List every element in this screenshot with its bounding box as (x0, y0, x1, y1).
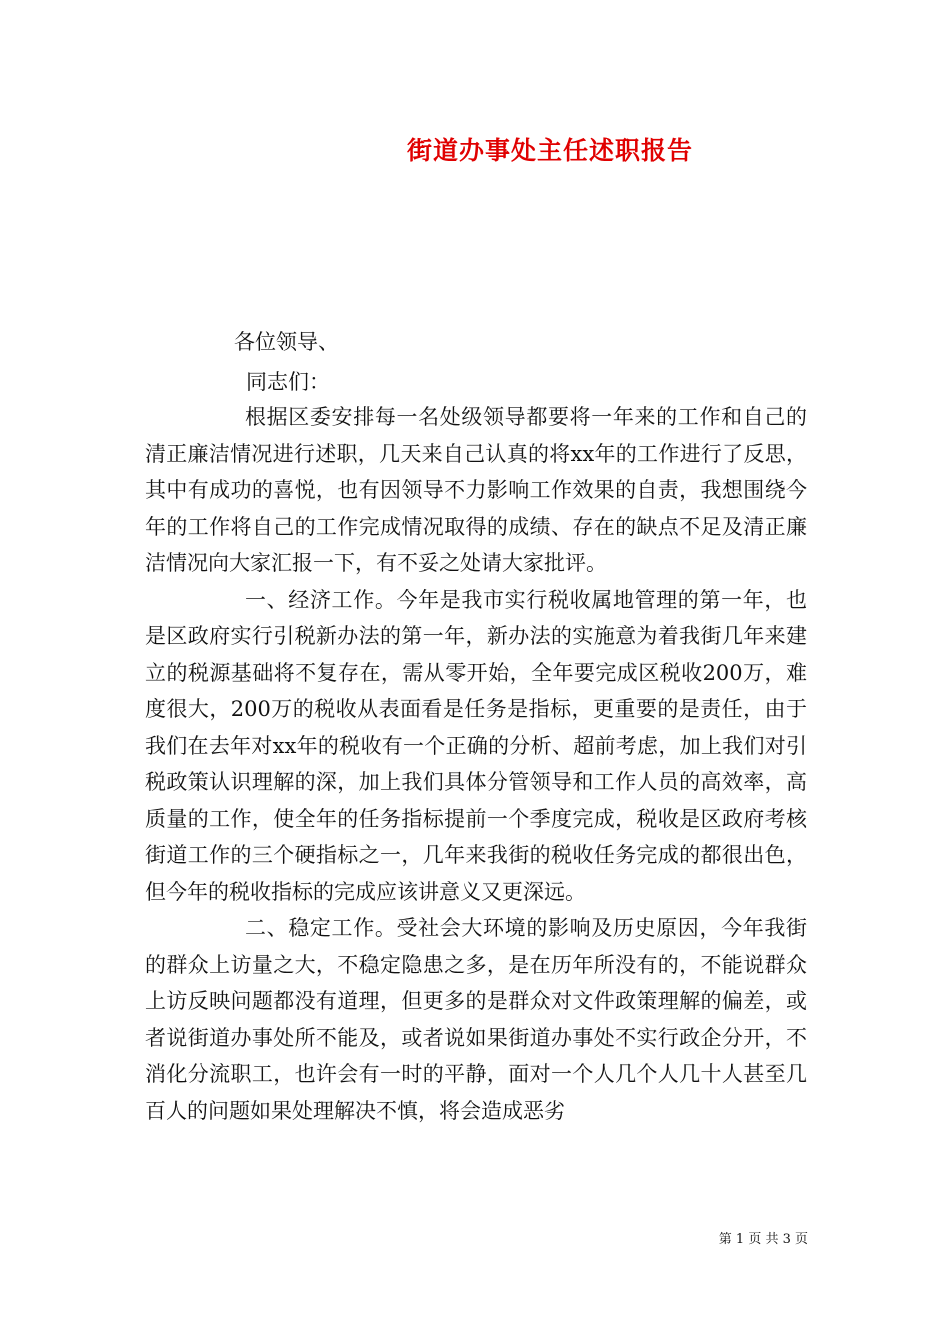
salutation-comrades: 同志们： (246, 370, 330, 394)
paragraph-stability-work: 二、稳定工作。受社会大环境的影响及历史原因，今年我街的群众上访量之大，不稳定隐患之多，是在历年所没有的，不能说群众上访反映问题都没有道理，但更多的是群众对文件政策理解的偏差，或者说街道办事处所不能及，或者说如果街道办事处不实行政企分开，不消化分流职工，也许会有一时的平静，面对一个人几个人几十人甚至几百人的问题如果处理解决不慎，将会造成恶劣 (145, 916, 807, 1123)
page-number: 第 1 页 共 3 页 (718, 1232, 808, 1247)
report-body (145, 399, 807, 1129)
page-title: 街道办事处主任述职报告 (406, 136, 693, 165)
paragraph-intro: 根据区委安排每一名处级领导都要将一年来的工作和自己的清正廉洁情况进行述职，几天来自己认真的将xx年的工作进行了反思，其中有成功的喜悦，也有因领导不力影响工作效果的自责，我想围绕今年的工作将自己的工作完成情况取得的成绩、存在的缺点不足及清正廉洁情况向大家汇报一下，有不妥之处请大家批评。 (145, 405, 807, 575)
salutation-leaders: 各位领导、 (234, 330, 339, 354)
paragraph-economic-work: 一、经济工作。今年是我市实行税收属地管理的第一年，也是区政府实行引税新办法的第一年，新办法的实施意为着我街几年来建立的税源基础将不复存在，需从零开始，全年要完成区税收200万，难度很大，200万的税收从表面看是任务是指标，更重要的是责任，由于我们在去年对xx年的税收有一个正确的分析、超前考虑，加上我们对引税政策认识理解的深，加上我们具体分管领导和工作人员的高效率，高质量的工作，使全年的任务指标提前一个季度完成，税收是区政府考核街道工作的三个硬指标之一，几年来我街的税收任务完成的都很出色，但今年的税收指标的完成应该讲意义又更深远。 (145, 587, 807, 904)
